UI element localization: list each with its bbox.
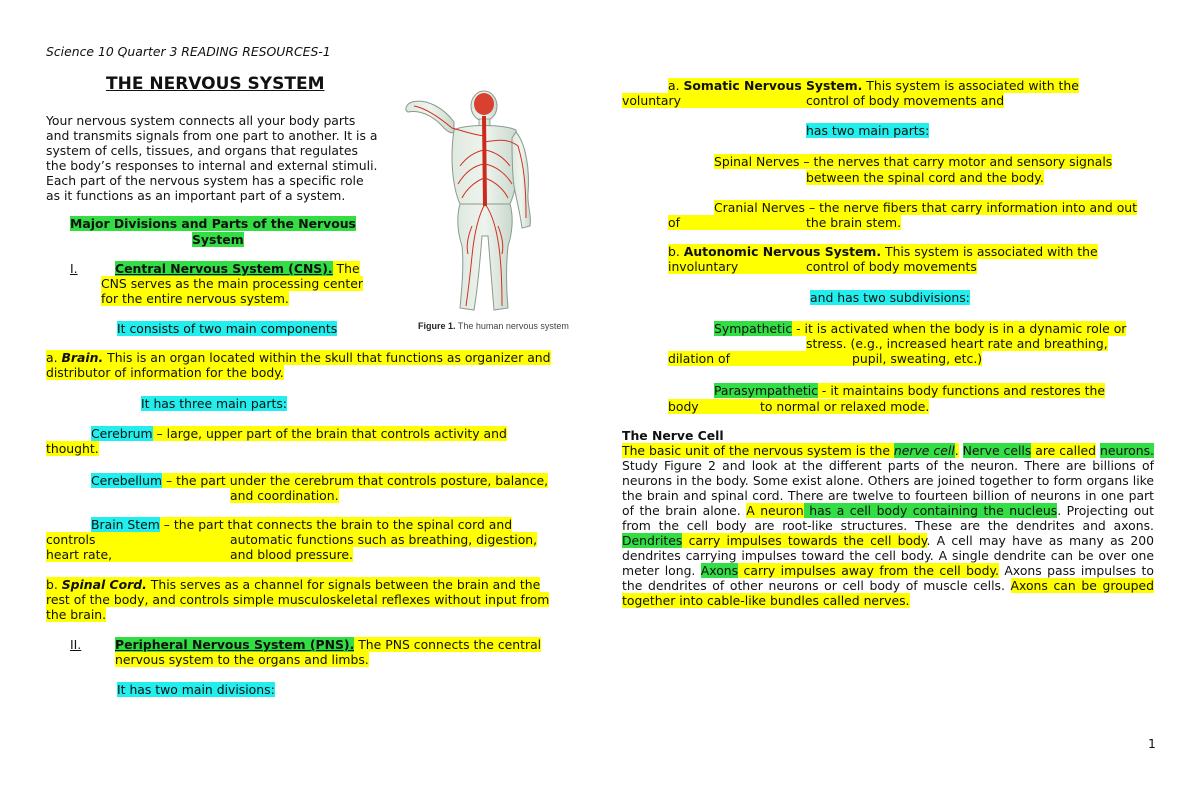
cns-heading [115,261,360,276]
cns-line: for the entire nervous system. [101,291,289,306]
cns-title: Central Nervous System (CNS). [115,261,333,276]
somatic-heading: a. Somatic Nervous System. This system is associated with the [668,78,1079,93]
cerebellum-term: Cerebellum [91,473,163,488]
human-nervous-system-illustration [396,86,574,318]
figure-caption [418,319,569,334]
brain-line: distributor of information for the body. [46,365,284,380]
somatic-title: Somatic Nervous System. [683,78,863,93]
spinal-cord-line: the brain. [46,607,107,622]
sympathetic-definition-line2: stress. (e.g., increased heart rate and breathing, [806,336,1108,351]
spinal-nerves-term: Spinal Nerves [714,154,800,169]
divisions-heading: Major Divisions and Parts of the Nervous [70,216,356,231]
parasympathetic-term: Parasympathetic [714,383,818,398]
brainstem-line3-left: heart rate, [46,547,230,562]
brainstem-line2-left: controls [46,532,230,547]
cranial-nerves-term: Cranial Nerves [714,200,806,215]
intro-line: as it functions as an important part of a system. [46,188,346,203]
nervous-system-figure [396,86,574,318]
pns-divisions: It has two main divisions: [117,682,275,697]
nerve-cell-paragraph: The basic unit of the nervous system is the nerve cell. Nerve cells are called neurons. Study Figure 2 and look at the different parts of the neuron. There are billions of neurons in the body. Some exist alone. Others are joined together to form organs like the brain and spinal cord. There are twelve to fourteen billion of neurons in one part of the brain alone. A neuron has a cell body containing the nucleus. Projecting out from the cell body are root-like structures. These are the dendrites and axons. Dendrites carry impulses towards the cell body. A cell may have as many as 200 dendrites carrying impulses toward the cell body. A single dendrite can be over one meter long. Axons carry impulses away from the cell body. Axons pass impulses to the dendrites of other neurons or cell body of muscle cells. Axons can be grouped together into cable-like bundles called nerves. [622,443,1154,608]
brain-parts-intro: It has three main parts: [141,396,287,411]
parasympathetic-definition: Parasympathetic - it maintains body functions and restores the [714,383,1106,398]
autonomic-heading: b. Autonomic Nervous System. This system is associated with the [668,244,1098,259]
intro-line: the body’s responses to internal and external stimuli. [46,158,378,173]
nerve-cell-term: nerve cell [893,443,955,458]
cranial-nerves-line2-left: of [668,215,806,230]
cns-line: CNS serves as the main processing center [101,276,363,291]
intro-line: Each part of the nervous system has a specific role [46,173,364,188]
nerve-cell-heading: The Nerve Cell [622,428,724,443]
brain-title: Brain. [61,350,104,365]
spinal-nerves-definition: Spinal Nerves – the nerves that carry motor and sensory signals [714,154,1113,169]
autonomic-line2-left: involuntary [668,259,806,274]
autonomic-title: Autonomic Nervous System. [683,244,882,259]
brain-heading: a. Brain. This is an organ located within the skull that functions as organizer and [46,350,551,365]
spinal-cord-title: Spinal Cord. [61,577,147,592]
page-title: THE NERVOUS SYSTEM [106,74,325,94]
figure-caption-label: Figure 1. [418,321,456,331]
spinal-cord-heading: b. Spinal Cord. This serves as a channel for signals between the brain and the [46,577,541,592]
cerebellum-definition: Cerebellum – the part under the cerebrum that controls posture, balance, [91,473,549,488]
figure-caption-text: The human nervous system [455,321,569,331]
spinal-nerves-definition-line2: between the spinal cord and the body. [806,170,1044,185]
sympathetic-term: Sympathetic [714,321,793,336]
cerebellum-definition-line2: and coordination. [230,488,339,503]
somatic-line2-right: control of body movements and [806,93,1005,108]
cerebrum-definition-line2: thought. [46,441,99,456]
cranial-nerves-definition: Cranial Nerves – the nerve fibers that carry information into and out [714,200,1138,215]
divisions-heading-line2: System [192,232,244,247]
somatic-line2-left: voluntary [622,93,806,108]
pns-line: nervous system to the organs and limbs. [115,652,369,667]
pns-heading: Peripheral Nervous System (PNS). The PNS connects the central [115,637,542,652]
brainstem-term: Brain Stem [91,517,160,532]
pns-title: Peripheral Nervous System (PNS). [115,637,355,652]
somatic-parts: has two main parts: [806,123,930,138]
intro-line: Your nervous system connects all your body parts [46,113,356,128]
spinal-cord-line: rest of the body, and controls simple musculoskeletal reflexes without input from [46,592,550,607]
cns-components: It consists of two main components [117,321,338,336]
pns-numeral: II. [70,637,82,652]
intro-line: system of cells, tissues, and organs that regulates [46,143,358,158]
document-header: Science 10 Quarter 3 READING RESOURCES-1 [46,44,331,59]
brainstem-line3-right: and blood pressure. [230,547,353,562]
intro-line: and transmits signals from one part to another. It is a [46,128,378,143]
autonomic-subdivisions: and has two subdivisions: [810,290,970,305]
sympathetic-line3-right: pupil, sweating, etc.) [852,351,983,366]
page-number: 1 [1148,736,1156,751]
autonomic-line2-right: control of body movements [806,259,977,274]
cns-numeral: I. [70,261,78,276]
cns-text: The [332,261,360,276]
cerebrum-definition: Cerebrum – large, upper part of the brain that controls activity and [91,426,507,441]
parasympathetic-line2-left: body [668,399,760,414]
cerebrum-term: Cerebrum [91,426,153,441]
parasympathetic-line2-right: to normal or relaxed mode. [760,399,930,414]
cranial-nerves-line2-right: the brain stem. [806,215,902,230]
brainstem-line2-right: automatic functions such as breathing, digestion, [230,532,538,547]
sympathetic-line3-left: dilation of [668,351,852,366]
sympathetic-definition: Sympathetic - it is activated when the body is in a dynamic role or [714,321,1127,336]
brainstem-definition: Brain Stem – the part that connects the brain to the spinal cord and [91,517,513,532]
